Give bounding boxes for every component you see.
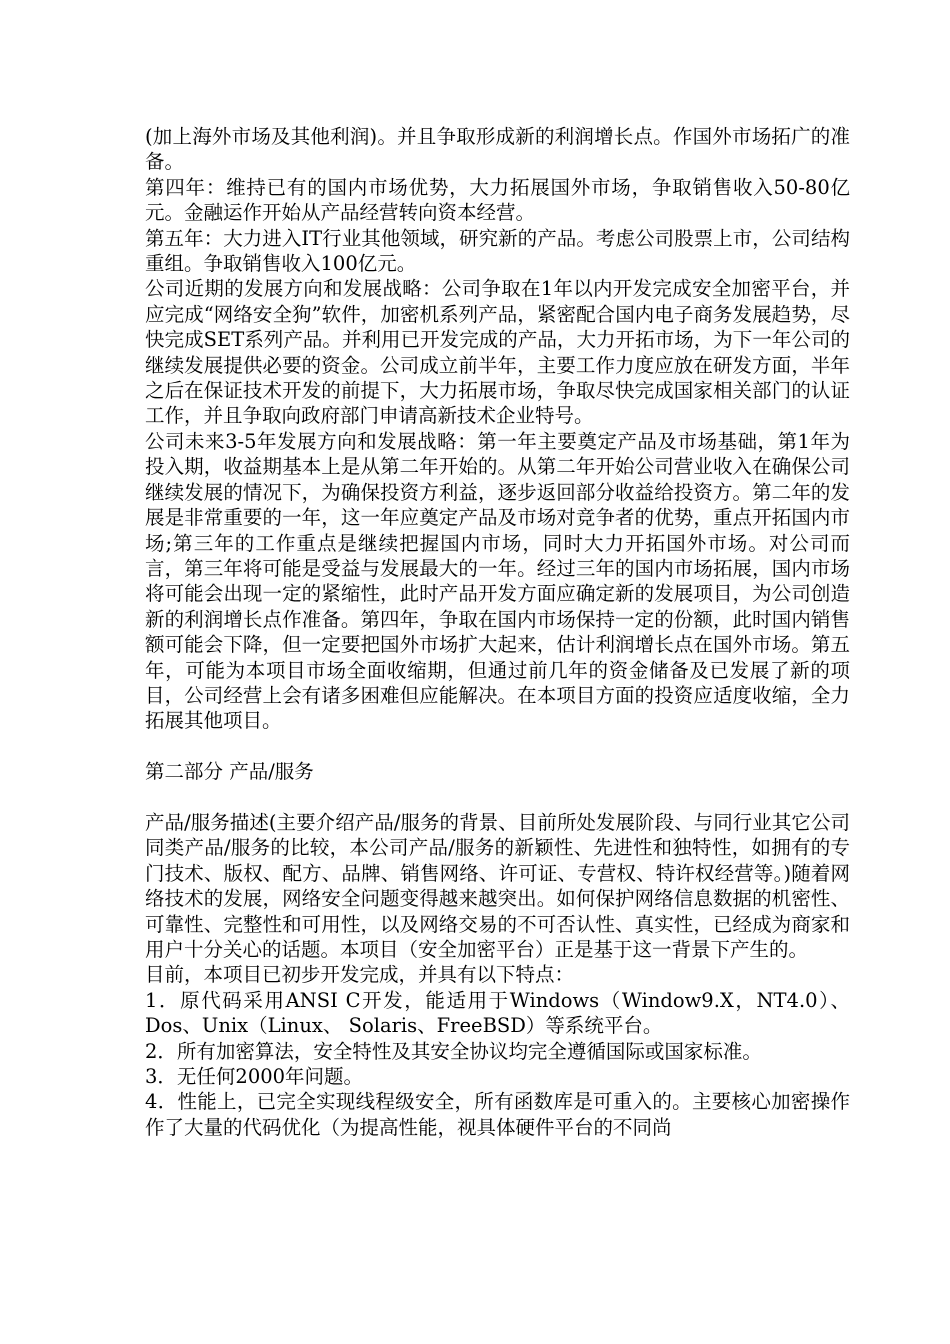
- paragraph-year-five: 第五年：大力进入IT行业其他领域，研究新的产品。考虑公司股票上市，公司结构重组。争取销售收入100亿元。: [145, 226, 850, 276]
- paragraph-year-four: 第四年：维持已有的国内市场优势，大力拓展国外市场，争取销售收入50-80亿元。金融运作开始从产品经营转向资本经营。: [145, 175, 850, 225]
- list-item-feature-3: 3．无任何2000年问题。: [145, 1065, 364, 1088]
- paragraph-overseas-market: (加上海外市场及其他利润)。并且争取形成新的利润增长点。作国外市场拓广的准备。: [145, 125, 850, 174]
- paragraph-product-description: 产品/服务描述(主要介绍产品/服务的背景、目前所处发展阶段、与同行业其它公司同类产品/服务的比较，本公司产品/服务的新颖性、先进性和独特性，如拥有的专门技术、版权、配方、品牌、销售网络、许可证、专营权、特许权经营等。)随着网络技术的发展，网络安全问题变得越来越突出。如何保护网络信息数据的机密性、可靠性、完整性和可用性，以及网络交易的不可否认性、真实性，已经成为商家和用户十分关心的话题。本项目（安全加密平台）正是基于这一背景下产生的。: [145, 810, 850, 961]
- document-body: [145, 124, 850, 1140]
- section-heading: 第二部分 产品/服务: [145, 760, 314, 784]
- list-item-feature-1: 1．原代码采用ANSI C开发，能适用于Windows（Window9.X，NT4.0）、Dos、Unix（Linux、 Solaris、FreeBSD）等系统平台。: [145, 988, 850, 1038]
- list-item-feature-4: 4．性能上，已完全实现线程级安全，所有函数库是可重入的。主要核心加密操作作了大量的代码优化（为提高性能，视具体硬件平台的不同尚: [145, 1090, 850, 1139]
- blank-line: [145, 734, 850, 759]
- paragraph-three-to-five-year-strategy: 公司未来3-5年发展方向和发展战略：第一年主要奠定产品及市场基础，第1年为投入期，收益期基本上是从第二年开始的。从第二年开始公司营业收入在确保公司继续发展的情况下，为确保投资方利益，逐步返回部分收益给投资方。第二年的发展是非常重要的一年，这一年应奠定产品及市场对竞争者的优势，重点开拓国内市场;第三年的工作重点是继续把握国内市场，同时大力开拓国外市场。对公司而言，第三年将可能是受益与发展最大的一年。经过三年的国内市场拓展，国内市场将可能会出现一定的紧缩性，此时产品开发方面应确定新的发展项目，为公司创造新的利润增长点作准备。第四年，争取在国内市场保持一定的份额，此时国内销售额可能会下降，但一定要把国外市场扩大起来，估计利润增长点在国外市场。第五年，可能为本项目市场全面收缩期，但通过前几年的资金储备及已发展了新的项目，公司经营上会有诸多困难但应能解决。在本项目方面的投资应适度收缩，全力拓展其他项目。: [145, 429, 850, 733]
- blank-line: [145, 785, 850, 810]
- list-item-feature-2: 2．所有加密算法，安全特性及其安全协议均完全遵循国际或国家标准。: [145, 1039, 762, 1063]
- paragraph-features-intro: 目前，本项目已初步开发完成，并具有以下特点：: [145, 963, 575, 987]
- paragraph-near-term-strategy: 公司近期的发展方向和发展战略：公司争取在1年以内开发完成安全加密平台，并应完成“网络安全狗”软件，加密机系列产品，紧密配合国内电子商务发展趋势，尽快完成SET系列产品。并利用已开发完成的产品，大力开拓市场，为下一年公司的继续发展提供必要的资金。公司成立前半年，主要工作力度应放在研发方面，半年之后在保证技术开发的前提下，大力拓展市场，争取尽快完成国家相关部门的认证工作，并且争取向政府部门申请高新技术企业特号。: [145, 277, 850, 428]
